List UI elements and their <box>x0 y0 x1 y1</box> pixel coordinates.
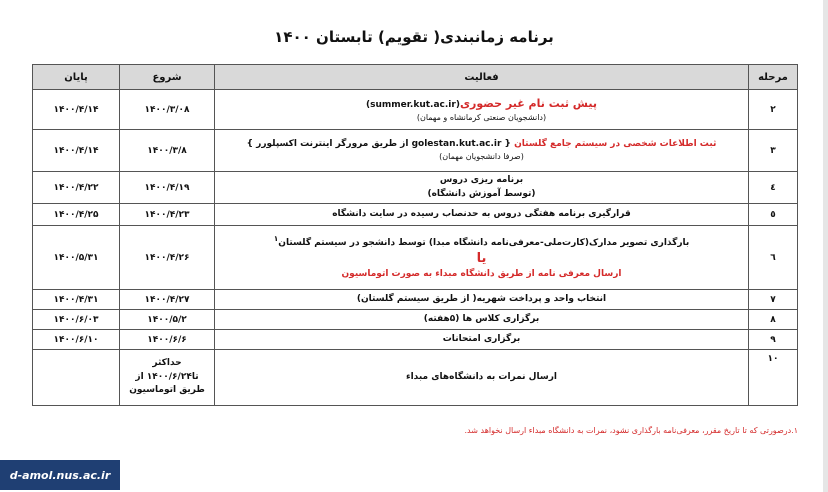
start-date-cell: ۱۴۰۰/۴/۲۳ <box>120 204 215 226</box>
end-date-cell: ۱۴۰۰/۴/۲۲ <box>33 172 120 204</box>
table-row <box>33 350 798 406</box>
activity-cell <box>215 204 749 226</box>
activity-highlight: پیش ثبت نام غیر حضوری <box>459 96 597 110</box>
end-date-cell: ۱۴۰۰/۴/۳۱ <box>33 290 120 310</box>
activity-cell: انتخاب واحد و پرداخت شهریه( از طریق سیستم گلستان) <box>215 290 749 310</box>
table-row <box>33 90 798 130</box>
activity-cell: برگزاری امتحانات <box>215 330 749 350</box>
activity-note: (صرفا دانشجویان مهمان) <box>439 152 524 162</box>
table-row <box>33 130 798 172</box>
watermark-text: d-amol.nus.ac.ir <box>9 468 111 482</box>
activity-cell <box>215 130 749 172</box>
start-date-cell <box>120 350 215 406</box>
activity-note: (توسط آموزش دانشگاه) <box>427 188 536 199</box>
start-date-cell: ۱۴۰۰/۳/۸ <box>120 130 215 172</box>
table-header-row <box>33 65 798 90</box>
stage-cell: ۷ <box>749 290 798 310</box>
site-watermark <box>0 460 120 490</box>
stage-cell: ۹ <box>749 330 798 350</box>
header-activity: فعالیت <box>215 65 749 90</box>
start-date-cell: ۱۴۰۰/۵/۲ <box>120 310 215 330</box>
end-date-cell <box>33 350 120 406</box>
table-row <box>33 226 798 290</box>
vertical-scrollbar[interactable] <box>823 0 828 492</box>
table-row <box>33 330 798 350</box>
footnote-marker: ۱ <box>273 233 279 243</box>
activity-line <box>218 96 745 112</box>
start-date-cell: ۱۴۰۰/۴/۱۹ <box>120 172 215 204</box>
activity-line <box>218 138 745 151</box>
activity-line <box>218 234 745 250</box>
activity-url: { golestan.kut.ac.ir از طریق مرورگر اینترنت اکسپلورر } <box>246 139 511 150</box>
end-date-cell: ۱۴۰۰/۶/۱۰ <box>33 330 120 350</box>
start-date-line: طریق اتوماسیون <box>129 385 205 396</box>
header-stage: مرحله <box>749 65 798 90</box>
stage-cell: ۳ <box>749 130 798 172</box>
footnote-text: ۱.درصورتی که تا تاریخ مقرر، معرفی‌نامه بارگذاری نشود، نمرات به دانشگاه مبداء ارسال نخواهد شد. <box>464 426 798 435</box>
activity-url: (summer.kut.ac.ir) <box>366 99 460 110</box>
start-date-line: تا۱۴۰۰/۶/۲۴ از <box>135 371 199 382</box>
stage-cell: ۲ <box>749 90 798 130</box>
header-start: شروع <box>120 65 215 90</box>
activity-or: یا <box>476 250 487 266</box>
activity-cell <box>215 90 749 130</box>
activity-alternative: ارسال معرفی نامه از طریق دانشگاه مبداء به صورت اتوماسیون <box>341 269 622 280</box>
activity-cell <box>215 226 749 290</box>
activity-note: (دانشجویان صنعتی کرمانشاه و مهمان) <box>416 112 547 122</box>
activity-line: قرارگیری برنامه هفتگی دروس به حدنصاب رسیده در سایت دانشگاه <box>332 208 631 219</box>
stage-cell: ٦ <box>749 226 798 290</box>
activity-line: برنامه ریزی دروس <box>439 175 524 186</box>
stage-cell: ۸ <box>749 310 798 330</box>
start-date-cell: ۱۴۰۰/۳/۰۸ <box>120 90 215 130</box>
activity-cell: برگزاری کلاس ها (۵هفته) <box>215 310 749 330</box>
start-date-cell: ۱۴۰۰/۶/۶ <box>120 330 215 350</box>
start-date-cell: ۱۴۰۰/۴/۲۶ <box>120 226 215 290</box>
end-date-cell: ۱۴۰۰/۶/۰۳ <box>33 310 120 330</box>
table-row <box>33 310 798 330</box>
header-end: پایان <box>33 65 120 90</box>
activity-text: بارگذاری تصویر مدارک(کارت‌ملی-معرفی‌نامه دانشگاه مبدا) توسط دانشجو در سیستم گلستان <box>278 237 690 248</box>
table-row <box>33 172 798 204</box>
end-date-cell: ۱۴۰۰/۴/۲۵ <box>33 204 120 226</box>
end-date-cell: ۱۴۰۰/۴/۱۴ <box>33 90 120 130</box>
activity-cell: ارسال نمرات به دانشگاه‌های مبداء <box>215 350 749 406</box>
start-date-cell: ۱۴۰۰/۴/۲۷ <box>120 290 215 310</box>
stage-cell: ٤ <box>749 172 798 204</box>
stage-cell: ۱۰ <box>749 350 798 406</box>
schedule-table <box>32 64 798 406</box>
end-date-cell: ۱۴۰۰/۵/۳۱ <box>33 226 120 290</box>
table-row <box>33 290 798 310</box>
table-row <box>33 204 798 226</box>
end-date-cell: ۱۴۰۰/۴/۱۴ <box>33 130 120 172</box>
activity-cell <box>215 172 749 204</box>
stage-cell: ٥ <box>749 204 798 226</box>
page-title: برنامه زمانبندی( تقویم) تابستان ۱۴۰۰ <box>274 28 554 46</box>
activity-highlight: ثبت اطلاعات شخصی در سیستم جامع گلستان <box>514 139 717 150</box>
start-date-line: حداکثر <box>152 358 182 369</box>
